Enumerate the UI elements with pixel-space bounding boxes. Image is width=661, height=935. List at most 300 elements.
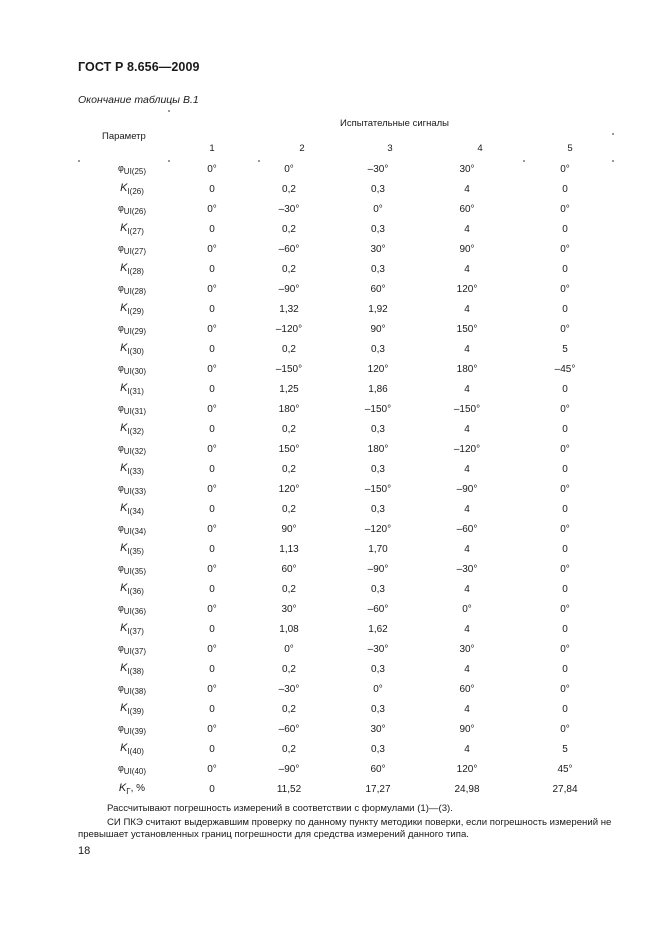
value-cell: –90° (278, 763, 300, 775)
table-row (78, 499, 618, 519)
value-cell: 0° (207, 563, 217, 575)
parameter-symbol: K (120, 382, 128, 394)
value-cell: 0° (560, 443, 570, 455)
table-row (78, 319, 618, 339)
parameter-subscript: UI(35) (123, 566, 147, 576)
value-cell: 0,3 (371, 183, 385, 195)
value-cell: 0 (209, 743, 215, 755)
test-signals-header: Испытательные сигналы (340, 118, 449, 129)
value-cell: 90° (459, 723, 475, 735)
value-cell: 4 (464, 463, 470, 475)
table-row (78, 779, 618, 799)
table-row (78, 579, 618, 599)
value-cell: 0 (209, 183, 215, 195)
parameter-cell (78, 459, 180, 479)
value-cell: 0° (207, 723, 217, 735)
value-cell: 0,3 (371, 423, 385, 435)
parameter-name (120, 463, 144, 474)
parameter-symbol: φ (117, 322, 124, 333)
parameter-symbol: K (120, 342, 128, 354)
parameter-cell (78, 319, 180, 339)
value-cell: 4 (464, 383, 470, 395)
value-cell: 0 (209, 343, 215, 355)
parameter-name (118, 363, 146, 374)
value-cell: 60° (370, 283, 386, 295)
value-cell: 0 (209, 543, 215, 555)
value-cell: 0 (562, 303, 568, 315)
parameter-subscript: UI(28) (123, 286, 147, 296)
value-cell: 120° (367, 363, 389, 375)
value-cell: 0 (562, 423, 568, 435)
value-cell: 0,2 (282, 583, 296, 595)
parameter-subscript: UI(25) (123, 166, 147, 176)
parameter-unit: , % (130, 783, 146, 794)
parameter-subscript: I(36) (127, 587, 144, 596)
value-cell: –30° (367, 643, 389, 655)
value-cell: 0° (560, 403, 570, 415)
value-cell: 1,32 (279, 303, 299, 315)
value-cell: 1,92 (368, 303, 388, 315)
scan-speck (258, 160, 260, 162)
value-cell: 150° (278, 443, 300, 455)
table-row (78, 519, 618, 539)
parameter-cell (78, 399, 180, 419)
parameter-cell (78, 219, 180, 239)
value-cell: –30° (367, 163, 389, 175)
table-row (78, 439, 618, 459)
value-cell: 150° (456, 323, 478, 335)
value-cell: 120° (456, 763, 478, 775)
parameter-symbol: K (120, 182, 128, 194)
scan-speck (612, 160, 614, 162)
value-cell: 30° (459, 643, 475, 655)
parameter-symbol: φ (117, 362, 124, 373)
parameter-name (118, 723, 146, 734)
parameter-cell (78, 179, 180, 199)
scan-speck (612, 133, 614, 135)
parameter-subscript: UI(29) (123, 326, 147, 336)
parameter-name (120, 663, 144, 674)
parameter-symbol: K (120, 302, 128, 314)
value-cell: 0 (209, 783, 215, 795)
parameter-subscript: I(40) (127, 747, 144, 756)
table-row (78, 619, 618, 639)
parameter-subscript: I(31) (127, 387, 144, 396)
parameter-subscript: UI(30) (123, 366, 147, 376)
value-cell: 0° (560, 483, 570, 495)
value-cell: –120° (364, 523, 392, 535)
value-cell: 0° (373, 203, 383, 215)
parameter-symbol: φ (117, 162, 124, 173)
parameter-name (118, 243, 146, 254)
parameter-cell (78, 559, 180, 579)
value-cell: 0° (560, 163, 570, 175)
parameter-subscript: UI(33) (123, 486, 147, 496)
scan-speck (523, 160, 525, 162)
value-cell: 0 (562, 623, 568, 635)
value-cell: –120° (453, 443, 481, 455)
value-cell: 0° (560, 603, 570, 615)
value-cell: 1,13 (279, 543, 299, 555)
value-cell: 0,2 (282, 703, 296, 715)
value-cell: –150° (364, 483, 392, 495)
parameter-cell (78, 579, 180, 599)
value-cell: 30° (370, 243, 386, 255)
table-row (78, 719, 618, 739)
parameter-cell (78, 359, 180, 379)
value-cell: 0° (284, 643, 294, 655)
parameter-subscript: I(27) (127, 227, 144, 236)
parameter-subscript: I(37) (127, 627, 144, 636)
value-cell: –60° (367, 603, 389, 615)
value-cell: 60° (370, 763, 386, 775)
parameter-subscript: I(35) (127, 547, 144, 556)
value-cell: 0 (209, 503, 215, 515)
parameter-subscript: I(30) (127, 347, 144, 356)
value-cell: 0 (562, 583, 568, 595)
parameter-symbol: K (120, 262, 128, 274)
value-cell: 0° (207, 163, 217, 175)
value-cell: 0 (562, 543, 568, 555)
table-row (78, 419, 618, 439)
parameter-cell (78, 479, 180, 499)
parameter-cell (78, 499, 180, 519)
value-cell: 0° (207, 243, 217, 255)
value-cell: 0° (207, 363, 217, 375)
table-row (78, 539, 618, 559)
table-row (78, 299, 618, 319)
value-cell: 0° (560, 523, 570, 535)
parameter-symbol: K (118, 782, 127, 794)
table-caption: Окончание таблицы В.1 (78, 94, 199, 106)
column-header-2: 2 (299, 143, 305, 154)
scan-speck (78, 160, 80, 162)
value-cell: 0,3 (371, 743, 385, 755)
value-cell: –60° (278, 723, 300, 735)
value-cell: 0 (562, 383, 568, 395)
value-cell: 1,62 (368, 623, 388, 635)
parameter-cell (78, 199, 180, 219)
value-cell: 4 (464, 303, 470, 315)
parameter-cell (78, 379, 180, 399)
value-cell: 0 (209, 423, 215, 435)
value-cell: 0,3 (371, 583, 385, 595)
value-cell: 0,3 (371, 463, 385, 475)
value-cell: 0,2 (282, 183, 296, 195)
value-cell: 0° (207, 603, 217, 615)
parameter-symbol: K (120, 662, 128, 674)
value-cell: 4 (464, 623, 470, 635)
table-row (78, 739, 618, 759)
parameter-symbol: K (120, 502, 128, 514)
value-cell: 1,86 (368, 383, 388, 395)
value-cell: 0° (207, 443, 217, 455)
value-cell: 60° (459, 683, 475, 695)
parameter-name (120, 303, 144, 314)
parameter-name (120, 223, 144, 234)
value-cell: 0° (560, 643, 570, 655)
value-cell: 4 (464, 543, 470, 555)
value-cell: 0,3 (371, 503, 385, 515)
value-cell: 0 (562, 463, 568, 475)
value-cell: 11,52 (276, 783, 302, 795)
value-cell: 0° (560, 283, 570, 295)
parameter-symbol: K (120, 462, 128, 474)
value-cell: 0° (560, 243, 570, 255)
parameter-symbol: φ (117, 402, 124, 413)
parameter-symbol: φ (117, 442, 124, 453)
table-body (78, 159, 618, 799)
table-row (78, 459, 618, 479)
value-cell: 27,84 (552, 783, 578, 795)
parameter-symbol: K (120, 742, 128, 754)
parameter-subscript: I(29) (127, 307, 144, 316)
value-cell: –90° (456, 483, 478, 495)
value-cell: 17,27 (365, 783, 391, 795)
parameter-symbol: φ (117, 762, 124, 773)
data-table (78, 159, 618, 799)
scan-speck (168, 160, 170, 162)
value-cell: 60° (281, 563, 297, 575)
value-cell: 0 (562, 503, 568, 515)
parameter-subscript: I(26) (127, 187, 144, 196)
parameter-subscript: I(33) (127, 467, 144, 476)
parameter-name (118, 603, 146, 614)
value-cell: 45° (557, 763, 573, 775)
value-cell: 0° (560, 203, 570, 215)
parameter-symbol: φ (117, 682, 124, 693)
value-cell: –30° (456, 563, 478, 575)
table-row (78, 679, 618, 699)
parameter-symbol: φ (117, 282, 124, 293)
value-cell: 0 (562, 223, 568, 235)
value-cell: 4 (464, 703, 470, 715)
value-cell: 4 (464, 343, 470, 355)
parameter-subscript: I(28) (127, 267, 144, 276)
parameter-subscript: I(39) (127, 707, 144, 716)
parameter-symbol: φ (117, 202, 124, 213)
parameter-cell (78, 339, 180, 359)
footnote-verification: СИ ПКЭ считают выдержавшим проверку по данному пункту методики поверки, если погрешность измерений не превышает установленных границ погрешности для средства измерений данного типа. (78, 817, 612, 840)
parameter-subscript: Г (126, 787, 131, 796)
parameter-name (118, 283, 146, 294)
parameter-name (118, 163, 146, 174)
value-cell: 0 (562, 183, 568, 195)
parameter-name (120, 543, 144, 554)
parameter-symbol: K (120, 582, 128, 594)
table-row (78, 159, 618, 179)
parameter-cell (78, 599, 180, 619)
table-row (78, 479, 618, 499)
parameter-subscript: UI(32) (123, 446, 147, 456)
parameter-cell (78, 539, 180, 559)
value-cell: 0,2 (282, 223, 296, 235)
value-cell: 0° (207, 203, 217, 215)
value-cell: –30° (278, 683, 300, 695)
value-cell: 4 (464, 223, 470, 235)
parameter-name (118, 203, 146, 214)
value-cell: 5 (562, 743, 568, 755)
value-cell: 0,3 (371, 263, 385, 275)
value-cell: 30° (459, 163, 475, 175)
parameter-subscript: UI(38) (123, 686, 147, 696)
value-cell: –45° (554, 363, 576, 375)
parameter-cell (78, 779, 180, 799)
value-cell: 0 (562, 663, 568, 675)
parameter-name (118, 443, 146, 454)
parameter-name (120, 743, 144, 754)
value-cell: 1,70 (368, 543, 388, 555)
parameter-name (118, 523, 146, 534)
value-cell: 0 (209, 663, 215, 675)
parameter-cell (78, 439, 180, 459)
column-header-4: 4 (477, 143, 483, 154)
parameter-cell (78, 739, 180, 759)
parameter-symbol: K (120, 542, 128, 554)
value-cell: 0° (560, 323, 570, 335)
parameter-cell (78, 239, 180, 259)
footnote-formulas: Рассчитывают погрешность измерений в соответствии с формулами (1)—(3). (107, 803, 453, 814)
parameter-column-header: Параметр (102, 131, 146, 142)
value-cell: 120° (456, 283, 478, 295)
table-row (78, 639, 618, 659)
value-cell: 0,2 (282, 663, 296, 675)
value-cell: –90° (367, 563, 389, 575)
parameter-symbol: K (120, 422, 128, 434)
value-cell: 4 (464, 423, 470, 435)
parameter-name (118, 323, 146, 334)
parameter-name (120, 423, 144, 434)
value-cell: –150° (275, 363, 303, 375)
value-cell: 0 (209, 263, 215, 275)
parameter-subscript: UI(37) (123, 646, 147, 656)
parameter-cell (78, 639, 180, 659)
parameter-subscript: UI(31) (123, 406, 147, 416)
parameter-symbol: φ (117, 562, 124, 573)
value-cell: 180° (278, 403, 300, 415)
value-cell: 0,2 (282, 423, 296, 435)
value-cell: 4 (464, 263, 470, 275)
value-cell: 0° (462, 603, 472, 615)
value-cell: 0° (284, 163, 294, 175)
table-row (78, 199, 618, 219)
value-cell: 0,2 (282, 743, 296, 755)
value-cell: 180° (367, 443, 389, 455)
value-cell: –60° (278, 243, 300, 255)
value-cell: 0° (560, 563, 570, 575)
value-cell: 4 (464, 743, 470, 755)
parameter-subscript: UI(40) (123, 766, 147, 776)
value-cell: 1,08 (279, 623, 299, 635)
value-cell: 180° (456, 363, 478, 375)
value-cell: 0 (209, 383, 215, 395)
table-row (78, 239, 618, 259)
parameter-cell (78, 519, 180, 539)
parameter-name (118, 483, 146, 494)
value-cell: 90° (459, 243, 475, 255)
value-cell: 0,2 (282, 263, 296, 275)
table-row (78, 359, 618, 379)
column-header-1: 1 (209, 143, 215, 154)
value-cell: 0,3 (371, 703, 385, 715)
value-cell: –150° (364, 403, 392, 415)
parameter-symbol: K (120, 622, 128, 634)
column-header-3: 3 (387, 143, 393, 154)
parameter-cell (78, 719, 180, 739)
value-cell: –60° (456, 523, 478, 535)
page-number: 18 (78, 845, 91, 857)
table-row (78, 179, 618, 199)
value-cell: 0° (207, 763, 217, 775)
parameter-symbol: φ (117, 522, 124, 533)
value-cell: 0° (207, 403, 217, 415)
value-cell: 0° (207, 283, 217, 295)
column-header-5: 5 (567, 143, 573, 154)
value-cell: 0 (209, 583, 215, 595)
value-cell: 0° (373, 683, 383, 695)
table-row (78, 219, 618, 239)
value-cell: 0 (562, 703, 568, 715)
parameter-subscript: UI(39) (123, 726, 147, 736)
value-cell: –90° (278, 283, 300, 295)
value-cell: 1,25 (279, 383, 299, 395)
table-row (78, 559, 618, 579)
parameter-name (120, 183, 144, 194)
table-row (78, 259, 618, 279)
parameter-name (118, 563, 146, 574)
value-cell: 0° (207, 523, 217, 535)
parameter-name (120, 343, 144, 354)
parameter-name (120, 503, 144, 514)
value-cell: –30° (278, 203, 300, 215)
table-row (78, 399, 618, 419)
value-cell: 0 (209, 703, 215, 715)
scan-speck (168, 110, 170, 112)
value-cell: 60° (459, 203, 475, 215)
parameter-symbol: φ (117, 722, 124, 733)
table-row (78, 339, 618, 359)
value-cell: 0,3 (371, 663, 385, 675)
value-cell: 0,3 (371, 343, 385, 355)
table-row (78, 759, 618, 779)
value-cell: 30° (281, 603, 297, 615)
parameter-subscript: I(38) (127, 667, 144, 676)
value-cell: 0,2 (282, 463, 296, 475)
table-row (78, 379, 618, 399)
table-row (78, 659, 618, 679)
parameter-cell (78, 419, 180, 439)
value-cell: 120° (278, 483, 300, 495)
value-cell: 4 (464, 183, 470, 195)
parameter-symbol: φ (117, 602, 124, 613)
value-cell: –150° (453, 403, 481, 415)
parameter-symbol: φ (117, 482, 124, 493)
table-row (78, 599, 618, 619)
value-cell: 0° (560, 683, 570, 695)
value-cell: 0,2 (282, 503, 296, 515)
parameter-name (118, 403, 146, 414)
value-cell: 0 (209, 463, 215, 475)
value-cell: 0,2 (282, 343, 296, 355)
value-cell: 90° (281, 523, 297, 535)
parameter-cell (78, 279, 180, 299)
parameter-cell (78, 679, 180, 699)
parameter-subscript: I(32) (127, 427, 144, 436)
parameter-symbol: φ (117, 242, 124, 253)
parameter-cell (78, 619, 180, 639)
value-cell: 0 (562, 263, 568, 275)
parameter-name (120, 263, 144, 274)
